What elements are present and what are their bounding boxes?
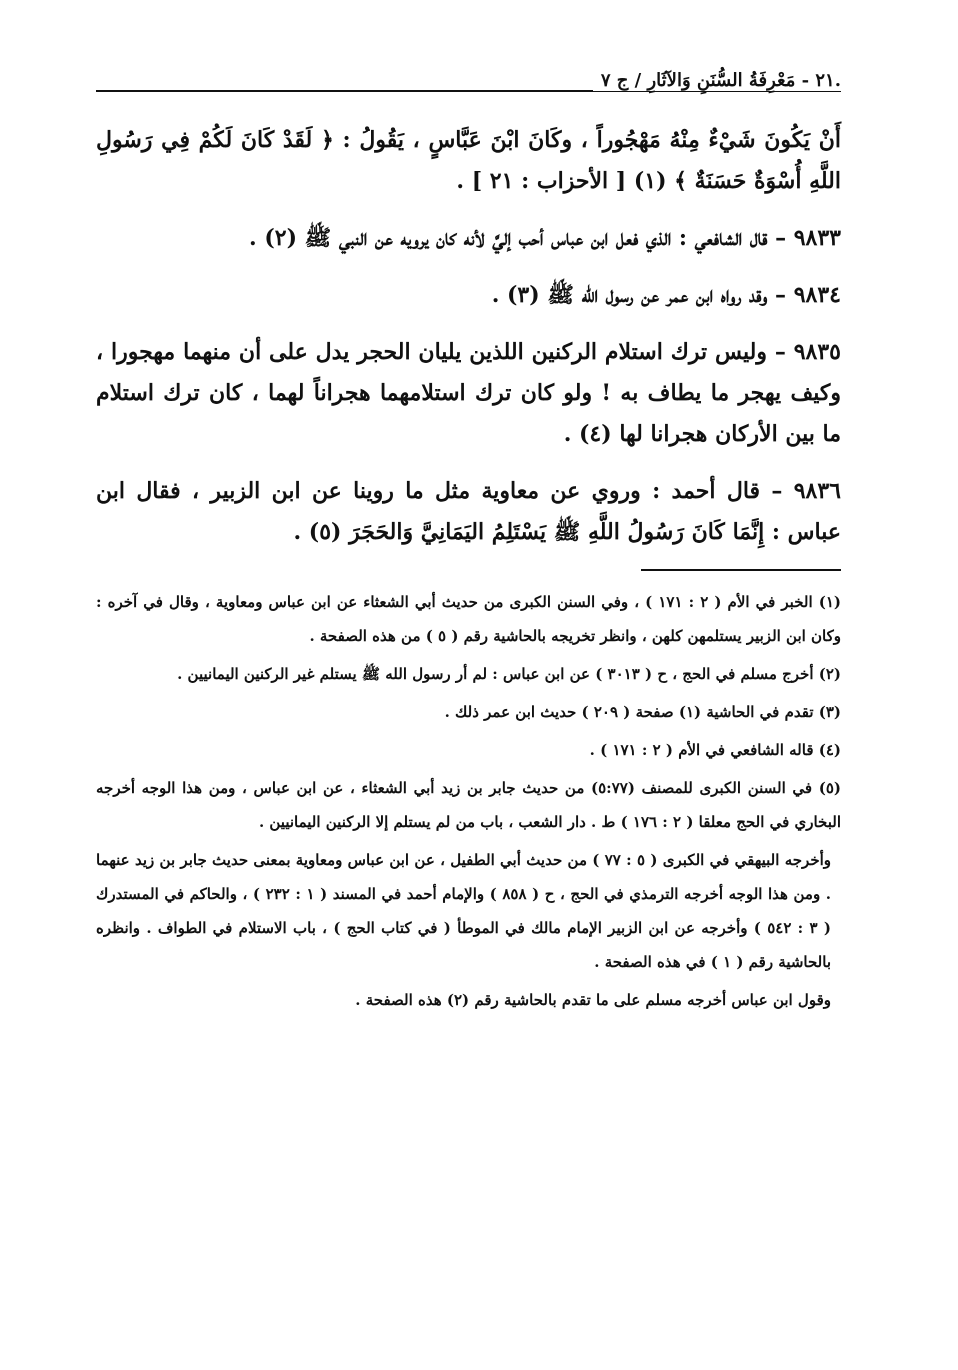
paragraph-number: ٩٨٣٤ bbox=[793, 282, 841, 308]
paragraph-number: ٩٨٣٣ bbox=[793, 225, 841, 251]
paragraph-9834 bbox=[96, 275, 841, 316]
paragraph-text: – وليس ترك استلام الركنين اللذين يليان الحجر يدل على أن منهما مهجورا ، وكيف يهجر ما يطاف به ! ولو كان ترك استلامهما هجراناً لهما ، كان ترك استلام ما بين الأركان هجرانا لها (٤) . bbox=[96, 339, 841, 447]
paragraph-text: أَنْ يَكُونَ شَيْءٌ مِنْهُ مَهْجُوراً ، وكَانَ ابْنَ عَبَّاسٍ ، يَقُولُ : ﴿ لَقَدْ كَانَ لَكُمْ فِي رَسُولِ اللَّهِ أُسْوَةٌ حَسَنَةٌ ﴾ (١) [ الأحزاب : ٢١ ] . bbox=[96, 127, 841, 194]
paragraph-text: – قال أحمد : وروي عن معاوية مثل ما روينا عن ابن الزبير ، فقال ابن عباس : إِنَّمَا كَانَ رَسُولُ اللَّهِ ﷺ يَسْتَلِمُ اليَمَانِيَّ وَالحَجَرَ (٥) . bbox=[96, 478, 841, 545]
footnote-separator bbox=[641, 569, 841, 571]
running-title: .٢١ - مَعْرِفَةُ السُّنَنِ وَالآثَارِ / ج ٧ bbox=[593, 70, 841, 91]
footnote-3: (٣) تقدم في الحاشية (١) صفحة ( ٢٠٩ ) حديث ابن عمر ذلك . bbox=[444, 703, 841, 721]
paragraph-9836 bbox=[96, 471, 841, 553]
paragraph-text: – وقد رواه ابن عمر عن رسول الله ﷺ (٣) . bbox=[491, 282, 787, 308]
paragraph-continuation bbox=[96, 120, 841, 202]
book-page bbox=[96, 60, 841, 1350]
paragraph-text: – قال الشافعي : الذي فعل ابن عباس أحب إليَّ لأنه كان يرويه عن النبي ﷺ (٢) . bbox=[249, 225, 787, 251]
paragraph-9833 bbox=[96, 218, 841, 259]
paragraph-number: ٩٨٣٥ bbox=[793, 339, 841, 365]
footnote-5-continuation: وأخرجه البيهقي في الكبرى ( ٥ : ٧٧ ) من حديث أبي الطفيل ، عن ابن عباس ومعاوية بمعنى حديث جابر بن زيد عنهما . ومن هذا الوجه أخرجه الترمذي في الحج ، ح ( ٨٥٨ ) والإمام أحمد في المسند ( ١ : ٢٣٢ ) ، والحاكم في المستدرك ( ٣ : ٥٤٢ ) وأخرجه عن ابن الزبير الإمام مالك في الموطأ ( في كتاب الحج ) ، باب الاستلام في الطواف . وانظره بالحاشية رقم ( ١ ) في هذه الصفحة . bbox=[96, 851, 831, 971]
footnote-1: (١) الخبر في الأم ( ٢ : ١٧١ ) ، وفي السنن الكبرى من حديث أبي الشعثاء عن ابن عباس ومعاوية ، وقال في آخره : وكان ابن الزبير يستلمهن كلهن ، وانظر تخريجه بالحاشية رقم ( ٥ ) من هذه الصفحة . bbox=[96, 593, 841, 645]
footnote-5: (٥) في السنن الكبرى للمصنف (٥:٧٧) من حديث جابر بن زيد أبي الشعثاء ، عن ابن عباس ، ومن هذا الوجه أخرجه البخاري في الحج معلقا ( ٢ : ١٧٦ ) ط . دار الشعب ، باب من لم يستلم إلا الركنين اليمانيين . bbox=[96, 779, 841, 831]
footnote-4: (٤) قاله الشافعي في الأم ( ٢ : ١٧١ ) . bbox=[589, 741, 841, 759]
footnote-5-closing: وقول ابن عباس أخرجه مسلم على ما تقدم بالحاشية رقم (٢) هذه الصفحة . bbox=[355, 991, 831, 1009]
page-header bbox=[96, 60, 841, 98]
paragraph-number: ٩٨٣٦ bbox=[793, 478, 841, 504]
footnote-2: (٢) أخرج مسلم في الحج ، ح ( ٣٠١٣ ) عن ابن عباس : لم أر رسول الله ﷺ يستلم غير الركنين اليمانيين . bbox=[177, 665, 841, 683]
paragraph-9835 bbox=[96, 332, 841, 455]
main-text bbox=[96, 120, 841, 553]
footnotes bbox=[96, 585, 841, 1017]
